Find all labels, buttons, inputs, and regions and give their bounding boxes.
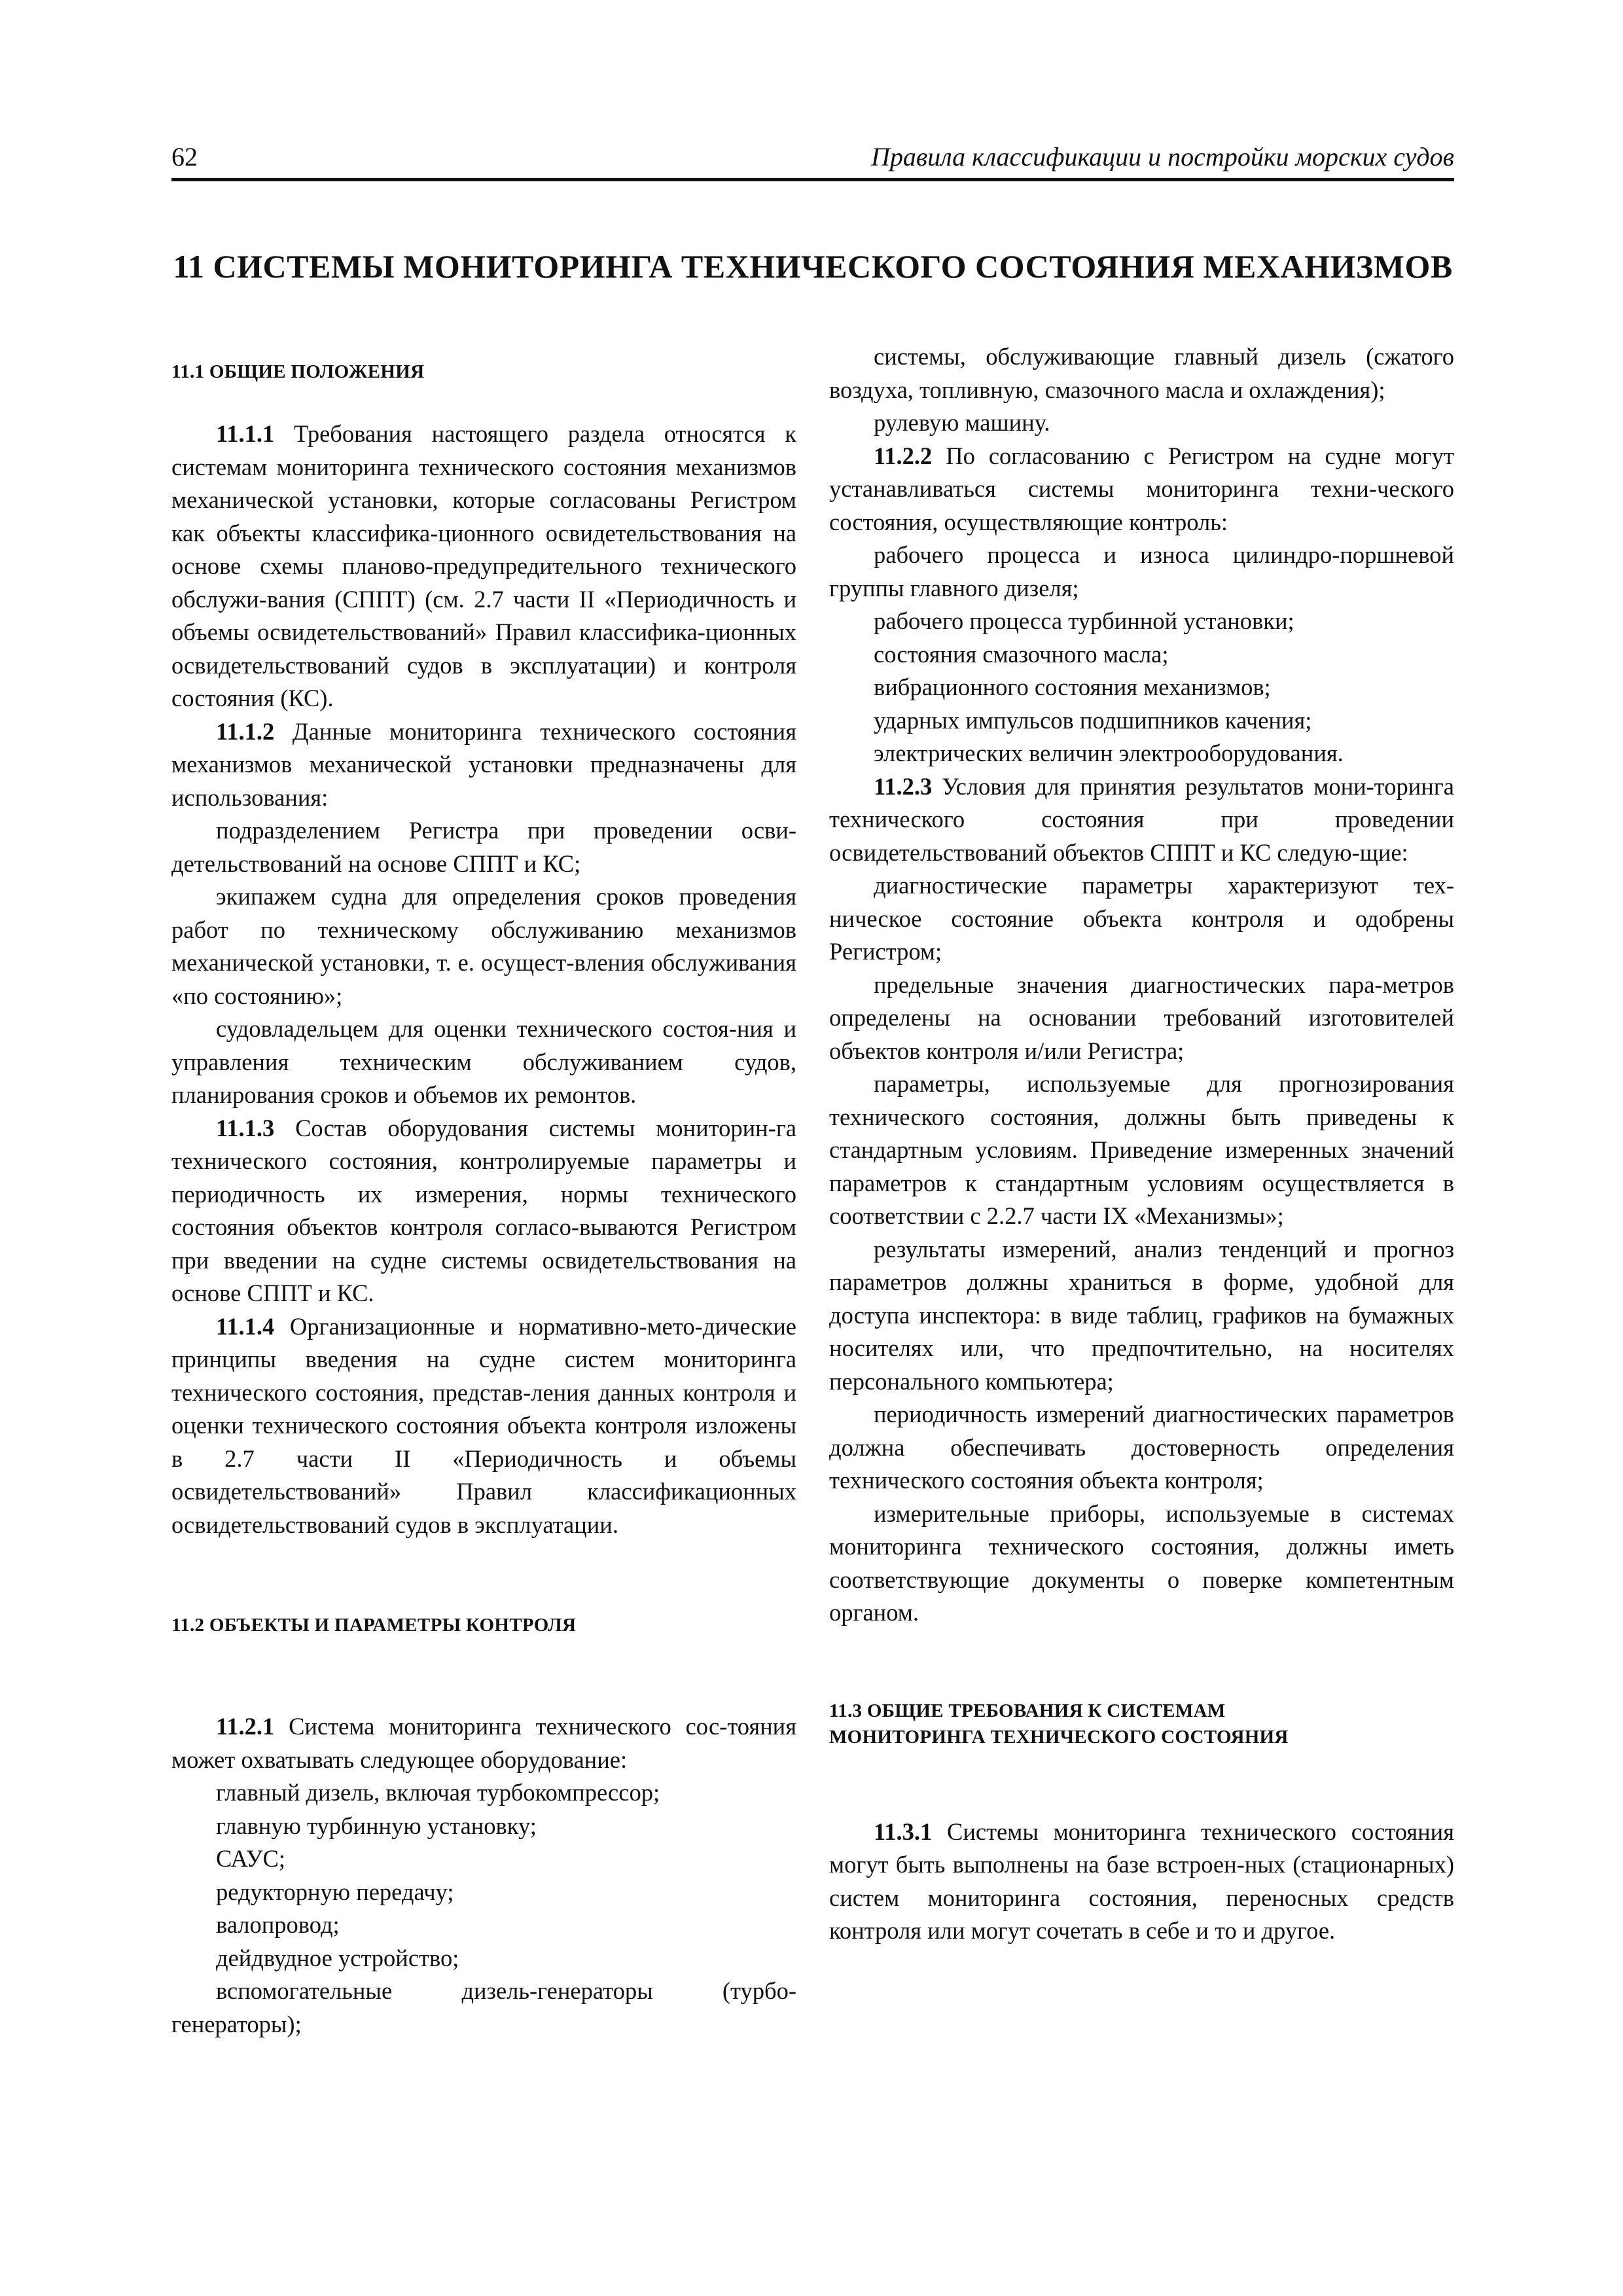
list-item: периодичность измерений диагностических параметров должна обеспечивать достоверность определения технического состояния объекта контроля; [829, 1401, 1454, 1494]
list-item: параметры, используемые для прогнозирования технического состояния, должны быть приведены к стандартным условиям. Приведение измеренных значений параметров к стандартным условиям осуществляется в соответствии с 2.2.7 части IX «Механизмы»; [829, 1070, 1454, 1229]
paragraph-text: Данные мониторинга технического состояния механизмов механической установки предназначены для использования: [171, 717, 796, 811]
list-item: редукторную передачу; [216, 1878, 454, 1905]
list-item: вибрационного состояния механизмов; [874, 673, 1271, 700]
section-heading-11-1: 11.1 ОБЩИЕ ПОЛОЖЕНИЯ [171, 361, 425, 382]
paragraph-text: Организационные и нормативно-мето-дические принципы введения на судне систем мониторинга технического состояния, представ-ления данных контроля и оценки технического состояния объекта контроля изложены в 2.7 части II «Периодичность и объемы освидетельствований» Правил классификационных освидетельствований судов в эксплуатации. [171, 1312, 796, 1538]
paragraph-11-1-3 [171, 1112, 796, 1310]
clause-number: 11.2.3 [874, 772, 933, 800]
paragraph-11-3-1 [829, 1816, 1454, 1948]
paragraph-text: Состав оборудования системы мониторин-га технического состояния, контролируемые параметры и периодичность их измерения, нормы технического состояния объектов контроля согласо-вываются Регистром при введении на судне системы освидетельствования на основе СППТ и КС. [171, 1114, 796, 1306]
list-item: измерительные приборы, используемые в системах мониторинга технического состояния, должны иметь соответствующие документы о поверке компетентным органом. [829, 1499, 1454, 1626]
list-item: рабочего процесса и износа цилиндро-поршневой группы главного дизеля; [829, 541, 1454, 601]
clause-number: 11.3.1 [874, 1818, 933, 1845]
heading-line: МОНИТОРИНГА ТЕХНИЧЕСКОГО СОСТОЯНИЯ [829, 1726, 1289, 1748]
clause-number: 11.1.1 [216, 420, 275, 447]
paragraph-text: Требования настоящего раздела относятся к системам мониторинга технического состояния механизмов механической установки, которые согласованы Регистром как объекты классифика-ционного освидетельствования на основе схемы планово-предупредительного технического обслужи-вания (СППТ) (см. 2.7 части II «Периодичность и объемы освидетельствований» Правил классифика-ционных освидетельствований судов в эксплуатации) и контроля состояния (КС). [171, 420, 796, 711]
list-item: ударных импульсов подшипников качения; [874, 706, 1312, 734]
section-heading-11-2: 11.2 ОБЪЕКТЫ И ПАРАМЕТРЫ КОНТРОЛЯ [171, 1615, 577, 1636]
paragraph-11-1-4 [171, 1310, 796, 1542]
chapter-title: 11 СИСТЕМЫ МОНИТОРИНГА ТЕХНИЧЕСКОГО СОСТОЯНИЯ МЕХАНИЗМОВ [173, 248, 1453, 285]
clause-number: 11.2.2 [874, 442, 933, 469]
clause-number: 11.1.2 [216, 717, 275, 745]
paragraph-text: Система мониторинга технического сос-тояния может охватывать следующее оборудование: [171, 1713, 796, 1773]
left-column [171, 340, 796, 2041]
list-item: состояния смазочного масла; [874, 640, 1169, 668]
right-column [829, 340, 1454, 1948]
paragraph-11-2-2 [829, 440, 1454, 539]
clause-number: 11.2.1 [216, 1713, 275, 1740]
paragraph-text: Системы мониторинга технического состояния могут быть выполнены на базе встроен-ных (стационарных) систем мониторинга состояния, переносных средств контроля или могут сочетать в себе и то и другое. [829, 1818, 1454, 1944]
section-heading-11-3 [829, 1698, 1454, 1750]
page-number: 62 [171, 142, 198, 171]
list-item: результаты измерений, анализ тенденций и прогноз параметров должны храниться в форме, удобной для доступа инспектора: в виде таблиц, графиков на бумажных носителях или, что предпочтительно, на носителях персонального компьютера; [829, 1235, 1454, 1395]
paragraph-11-1-2 [171, 715, 796, 815]
list-item: экипажем судна для определения сроков проведения работ по техническому обслуживанию механизмов механической установки, т. е. осущест-вления обслуживания «по состоянию»; [171, 883, 796, 1009]
list-item: рабочего процесса турбинной установки; [874, 607, 1294, 634]
paragraph-11-1-1 [171, 418, 796, 715]
paragraph-text: Условия для принятия результатов мони-торинга технического состояния при проведении освидетельствований объектов СППТ и КС следую-щие: [829, 772, 1454, 866]
paragraph-11-2-3 [829, 770, 1454, 870]
list-item: предельные значения диагностических пара-метров определены на основании требований изготовителей объектов контроля и/или Регистра; [829, 971, 1454, 1064]
heading-line: 11.3 ОБЩИЕ ТРЕБОВАНИЯ К СИСТЕМАМ [829, 1700, 1226, 1721]
running-title: Правила классификации и постройки морских судов [870, 142, 1454, 171]
list-item: главную турбинную установку; [216, 1812, 537, 1839]
list-item: главный дизель, включая турбокомпрессор; [216, 1779, 660, 1806]
list-item: судовладельцем для оценки технического состоя-ния и управления техническим обслуживанием судов, планирования сроков и объемов их ремонтов. [171, 1015, 796, 1108]
clause-number: 11.1.4 [216, 1312, 275, 1340]
list-item: валопровод; [216, 1911, 340, 1938]
list-item: дейдвудное устройство; [216, 1944, 459, 1971]
list-item: вспомогательные дизель-генераторы (турбо-генераторы); [171, 1977, 796, 2037]
paragraph-text: По согласованию с Регистром на судне могут устанавливаться системы мониторинга техни-ческого состояния, осуществляющие контроль: [829, 442, 1454, 535]
list-item: электрических величин электрооборудования. [874, 740, 1344, 766]
list-item: подразделением Регистра при проведении осви-детельствований на основе СППТ и КС; [171, 817, 796, 877]
list-item: диагностические параметры характеризуют тех-ническое состояние объекта контроля и одобрены Регистром; [829, 872, 1454, 965]
list-item: системы, обслуживающие главный дизель (сжатого воздуха, топливную, смазочного масла и охлаждения); [829, 343, 1454, 403]
page-header [171, 139, 1454, 181]
clause-number: 11.1.3 [216, 1114, 275, 1141]
list-item: рулевую машину. [874, 409, 1050, 436]
list-item: САУС; [216, 1845, 286, 1872]
paragraph-11-2-1 [171, 1710, 796, 1776]
